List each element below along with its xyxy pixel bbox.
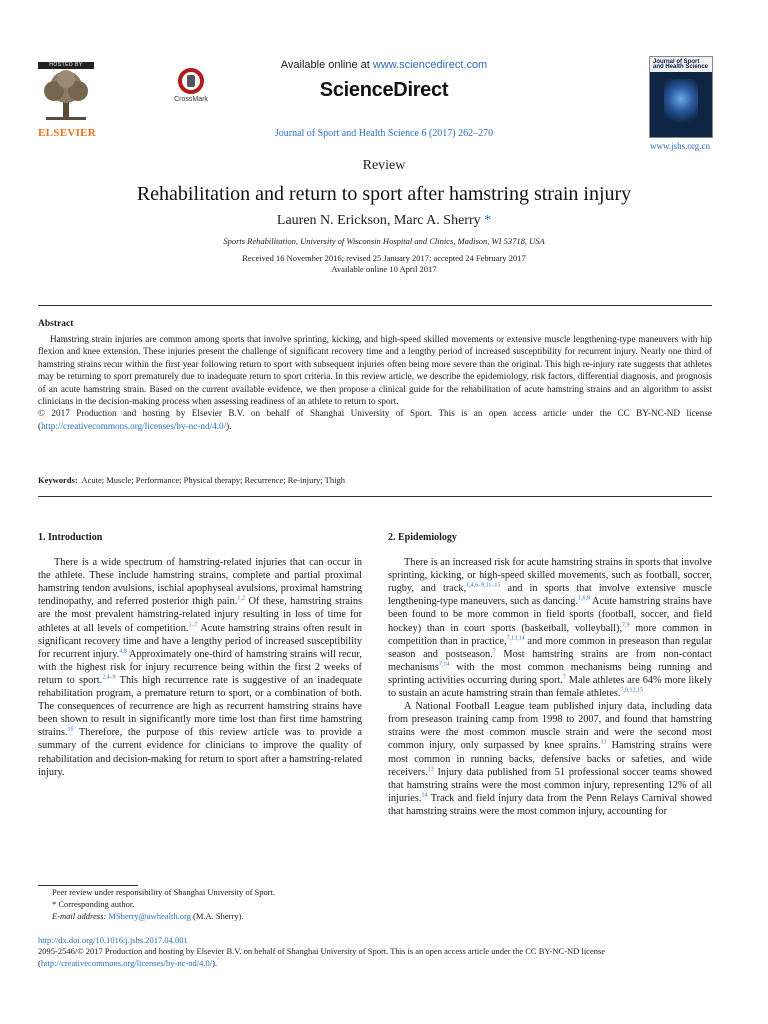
introduction-paragraph (38, 556, 362, 779)
footnotes (38, 886, 362, 922)
article-type: Review (362, 158, 406, 173)
citation-ref[interactable]: 1,4,6–9,11–15 (466, 582, 501, 589)
text-run: Most hamstring strains are from non-contact mechanisms (388, 648, 712, 673)
email-note (38, 910, 362, 922)
available-prefix: Available online at (280, 59, 373, 71)
copyright-prefix: © 2017 Production and hosting by Elsevier B.V. on behalf of Shanghai University of Sport. This is an open access article under the CC BY-NC-ND license ( (38, 408, 712, 431)
abstract-heading: Abstract (38, 319, 74, 329)
article-title: Rehabilitation and return to sport after hamstring strain injury (136, 183, 632, 205)
online-date: Available online 10 April 2017 (331, 264, 437, 274)
journal-url-link[interactable]: www.jshs.org.cn (650, 141, 710, 151)
license-link[interactable]: http://creativecommons.org/licenses/by-nc-nd/4.0/ (41, 420, 227, 431)
citation-ref[interactable]: 7 (562, 674, 566, 681)
citation-ref[interactable]: 1,6,8 (578, 595, 591, 602)
hosted-by-label: HOSTED BY (38, 62, 94, 69)
citation-ref[interactable]: 7,9,12,15 (620, 687, 643, 694)
journal-citation[interactable]: Journal of Sport and Health Science 6 (2017) 262–270 (274, 128, 494, 139)
email-suffix: (M.A. Sherry). (190, 911, 244, 921)
citation-ref[interactable]: 7,13,14 (506, 635, 525, 642)
text-run: A National Football League team published injury data, including data from preseason training camp from 1998 to 2007, and found that hamstring strains were the most common muscle strain and were the second most common injury, only surpassed by knee sprains. (388, 701, 712, 752)
journal-cover-image (649, 56, 713, 138)
received-dates: Received 16 November 2016; revised 25 January 2017; accepted 24 February 2017 (242, 253, 526, 263)
epidemiology-paragraph-1 (388, 556, 712, 700)
text-run: more common in competition than in practice, (388, 622, 712, 647)
author-list (0, 213, 768, 229)
citation-ref[interactable]: 13 (600, 739, 607, 746)
abstract-copyright (38, 407, 712, 432)
citation-ref[interactable]: 1,2 (237, 595, 245, 602)
citation-ref[interactable]: 7 (492, 648, 496, 655)
text-run: Male athletes are 64% more likely to sustain an acute hamstring strain than female athletes. (388, 674, 712, 700)
text-run: Therefore, the purpose of this review article was to provide a summary of the current evidence for clinicians to improve the quality of rehabilitation and decision-making for return to sport after a hamstring-related injury. (38, 727, 362, 778)
keywords (38, 475, 712, 485)
corresponding-author-note: * Corresponding author. (52, 899, 135, 909)
citation-ref[interactable]: 7,9 (622, 622, 630, 629)
bottom-matter (38, 935, 718, 969)
citation-ref[interactable]: 14 (421, 792, 428, 799)
section-heading-introduction: 1. Introduction (38, 532, 103, 543)
citation-ref[interactable]: 7,14 (438, 661, 450, 668)
text-run: This high recurrence rate is suggestive of an inadequate rehabilitation program, a premature return to sport, or a combination of both. The consequences of recurrence are high as recurrent hamstring strains have been shown to result in significantly more time lost than first time hamstring strains. (38, 674, 362, 739)
text-run: and in sports that involve extensive muscle lengthening-type maneuvers, such as dancing. (388, 583, 712, 608)
issn-prefix: 2095-2546/© 2017 Production and hosting by Elsevier B.V. on behalf of Shanghai University of Sport. This is an open access article under the CC BY-NC-ND license ( (38, 946, 606, 968)
email-link[interactable]: MSherry@uwhealth.org (108, 911, 191, 921)
keywords-label: Keywords: (38, 475, 78, 485)
abstract-bottom-rule (38, 496, 712, 497)
cover-figure (664, 79, 698, 129)
crossmark-label: CrossMark (174, 96, 208, 103)
abstract-body (38, 333, 712, 432)
citation-ref[interactable]: 2,4–9 (102, 674, 116, 681)
text-run: Hamstring strains were most common in running backs, defensive backs or safeties, and wide receivers. (388, 740, 712, 778)
text-run: Of these, hamstring strains are the most prevalent hamstring-related injury resulting in loss of time for athletes at all levels of competition. (38, 596, 362, 634)
bottom-license-link[interactable]: http://creativecommons.org/licenses/by-nc-nd/4.0/ (40, 957, 213, 968)
text-run: Acute hamstring strains often result in significant recovery time and have a lengthy period of increased susceptibility for recurrent injury. (38, 622, 362, 660)
elsevier-wordmark: ELSEVIER (38, 127, 97, 139)
text-run: There is a wide spectrum of hamstring-related injuries that can occur in the athlete. These include hamstring strains, complete and partial proximal hamstring tendon avulsions, ischial apophyseal avulsions, proximal hamstring tendinopathy, and referred posterior thigh pain. (38, 557, 362, 608)
sciencedirect-link[interactable]: www.sciencedirect.com (372, 59, 488, 71)
citation-ref[interactable]: 13 (427, 766, 434, 773)
column-right (388, 531, 712, 818)
cover-title: Journal of Sport and Health Science (650, 57, 712, 72)
affiliation: Sports Rehabilitation, University of Wisconsin Hospital and Clinics, Madison, WI 53718, USA (223, 236, 545, 246)
keywords-values: Acute; Muscle; Performance; Physical therapy; Recurrence; Re-injury; Thigh (81, 475, 345, 485)
citation-ref[interactable]: 1–7 (188, 622, 198, 629)
text-run: Injury data published from 51 professional soccer teams showed that hamstring strains were the most common injury, representing 12% of all injuries. (388, 766, 712, 804)
issn-copyright (38, 946, 718, 969)
section-heading-epidemiology: 2. Epidemiology (388, 532, 457, 543)
column-left (38, 531, 362, 779)
peer-review-note: Peer review under responsibility of Shanghai University of Sport. (52, 887, 276, 897)
doi-link[interactable]: http://dx.doi.org/10.1016/j.jshs.2017.04.001 (38, 935, 188, 945)
epidemiology-paragraph-2 (388, 700, 712, 818)
text-run: Track and field injury data from the Penn Relays Carnival showed that hamstring strains were the most common injury, accounting for (388, 792, 712, 817)
issn-suffix: ). (212, 957, 218, 968)
abstract-top-rule (38, 305, 712, 306)
text-run: Acute hamstring strains have been found to be more common in field sports (football, soccer, and field hockey) than in court sports (basketball, volleyball), (388, 596, 712, 634)
copyright-suffix: ). (226, 420, 232, 431)
text-run: There is an increased risk for acute hamstring strains in sports that involve sprinting, kicking, or high-speed skilled movements, such as football, soccer, rugby, and track, (388, 557, 712, 595)
text-run: with the most common mechanisms being running and sprinting activities occurring during sport. (388, 661, 712, 686)
citation-ref[interactable]: 10 (67, 726, 74, 733)
authors-text: Lauren N. Erickson, Marc A. Sherry (276, 213, 481, 228)
email-label: E-mail address: (52, 911, 109, 921)
text-run: and more common in preseason than regular season and postseason. (388, 635, 712, 660)
citation-ref[interactable]: 4,8 (119, 648, 127, 655)
sciencedirect-title: ScienceDirect (319, 79, 449, 101)
abstract-text: Hamstring strain injuries are common among sports that involve sprinting, kicking, and high-speed skilled movements or extensive muscle lengthening-type maneuvers with hip flexion and knee extension. These injuries present the challenge of significant recovery time and a lengthy period of increased susceptibility for recurrent injury. Nearly one third of hamstring strains recur within the first year following return to sport with subsequent injuries often being more severe than the original. This high re-injury rate suggests that athletes may be returning to sport prematurely due to inadequate return to sport criteria. In this review article, we describe the epidemiology, risk factors, differential diagnosis, and prognosis of an acute hamstring strain. Based on the current available evidence, we then propose a clinical guide for the rehabilitation of acute hamstring strains and an algorithm to assist clinicians in the decision-making process when assessing readiness of an athlete to return to sport. (38, 334, 712, 407)
text-run: Approximately one-third of hamstring strains will recur, with the highest risk for injury recurrence being within the first 2 weeks of return to sport. (38, 648, 362, 686)
corresponding-author-mark[interactable]: * (484, 213, 492, 228)
